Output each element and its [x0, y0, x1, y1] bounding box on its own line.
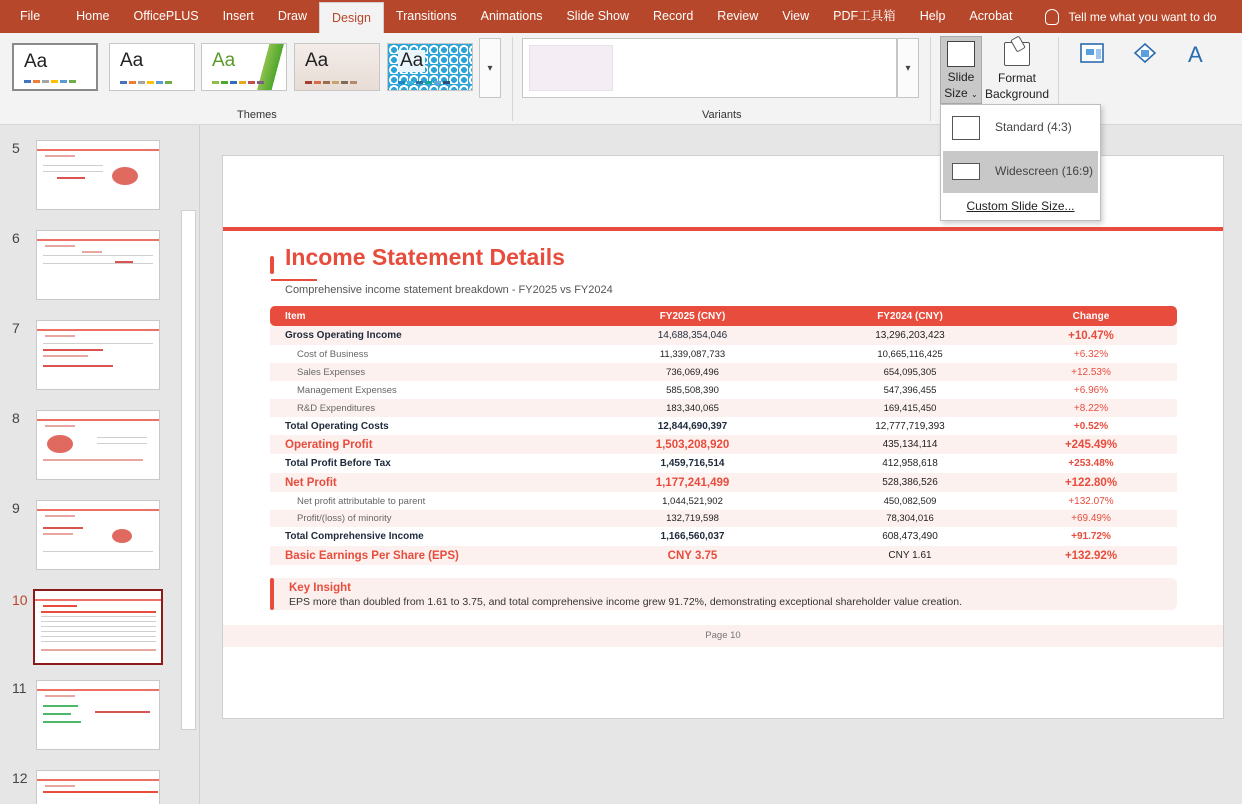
table-row	[270, 345, 1177, 363]
cell-item: Profit/(loss) of minority	[297, 513, 392, 524]
table-row	[270, 399, 1177, 417]
tab-view[interactable]: View	[782, 9, 810, 23]
cell-fy2024: 450,082,509	[883, 495, 937, 507]
cell-item: Total Comprehensive Income	[285, 531, 424, 542]
color-swatch	[221, 81, 228, 84]
color-swatch	[398, 81, 405, 84]
tab-insert[interactable]: Insert	[222, 9, 254, 23]
table-row	[270, 527, 1177, 546]
chevron-down-icon: ⌄	[970, 90, 978, 99]
tab-transitions[interactable]: Transitions	[395, 9, 457, 23]
cell-fy2024: 435,134,114	[882, 439, 938, 450]
cell-change: +122.80%	[1064, 476, 1118, 489]
cell-change: +69.49%	[1071, 513, 1111, 524]
cell-fy2025: 1,177,241,499	[655, 476, 730, 489]
title-accent-bar	[270, 256, 274, 274]
thumbnail-number: 7	[12, 320, 20, 336]
tab-design[interactable]: Design	[319, 2, 384, 33]
theme-swatches	[212, 81, 264, 84]
color-swatch	[129, 81, 136, 84]
table-header-change: Change	[1072, 310, 1110, 322]
thumbnail-row[interactable]	[0, 410, 180, 490]
table-header-row	[270, 306, 1177, 326]
color-swatch	[69, 80, 76, 83]
addin-image-icon[interactable]	[1130, 41, 1164, 69]
color-swatch	[24, 80, 31, 83]
color-swatch	[212, 81, 219, 84]
color-swatch	[341, 81, 348, 84]
cell-item: Management Expenses	[297, 384, 397, 396]
cell-fy2024: 12,777,719,393	[875, 420, 945, 432]
tab-animations[interactable]: Animations	[480, 9, 543, 23]
addin-font-icon[interactable]	[1184, 41, 1218, 69]
cell-item: R&D Expenditures	[297, 402, 376, 414]
lightbulb-icon	[1045, 9, 1059, 25]
thumbnail-row[interactable]	[0, 770, 180, 804]
cell-change: +253.48%	[1068, 458, 1114, 469]
table-row	[270, 381, 1177, 399]
cell-fy2024: 608,473,490	[882, 531, 938, 542]
theme-swatches	[24, 80, 76, 83]
menu-item-standard[interactable]	[943, 107, 1098, 149]
color-swatch	[42, 80, 49, 83]
table-header-fy2025: FY2025 (CNY)	[659, 310, 726, 322]
cell-fy2024: 78,304,016	[886, 513, 934, 524]
thumbnail-scrollbar[interactable]	[181, 210, 196, 730]
menu-item-widescreen[interactable]	[943, 151, 1098, 193]
cell-fy2025: 1,044,521,902	[662, 495, 723, 507]
tell-me-box[interactable]	[1025, 0, 1217, 33]
thumbnail-number: 12	[12, 770, 28, 786]
format-background-label-2: Background	[984, 87, 1050, 101]
theme-tile-ion[interactable]	[294, 43, 380, 91]
thumbnail-number: 8	[12, 410, 20, 426]
thumbnail-number: 5	[12, 140, 20, 156]
color-swatch	[120, 81, 127, 84]
cell-fy2024: 412,958,618	[882, 458, 938, 469]
thumbnail-row[interactable]	[0, 680, 180, 760]
theme-tile-office-theme[interactable]	[109, 43, 195, 91]
title-underline	[271, 279, 317, 281]
variant-placeholder[interactable]	[529, 45, 613, 91]
cell-change: +6.32%	[1073, 348, 1109, 360]
color-swatch	[350, 81, 357, 84]
color-swatch	[156, 81, 163, 84]
income-statement-table[interactable]	[270, 306, 1177, 565]
theme-tile-facet[interactable]	[201, 43, 287, 91]
color-swatch	[138, 81, 145, 84]
widescreen-ratio-icon	[952, 163, 980, 180]
cell-fy2025: CNY 3.75	[667, 549, 718, 562]
table-row	[270, 546, 1177, 565]
table-row	[270, 454, 1177, 473]
theme-tile-text: Aa	[24, 51, 48, 72]
tab-officeplus[interactable]: OfficePLUS	[133, 9, 199, 23]
cell-item: Total Profit Before Tax	[285, 458, 391, 469]
cell-fy2025: 14,688,354,046	[657, 330, 728, 341]
theme-tile-retrospect[interactable]	[387, 43, 473, 91]
cell-fy2024: 169,415,450	[883, 402, 937, 414]
color-swatch	[305, 81, 312, 84]
more-arrow-icon: ▾	[487, 62, 493, 74]
cell-change: +6.96%	[1073, 384, 1109, 396]
color-swatch	[165, 81, 172, 84]
more-arrow-icon: ▾	[905, 62, 911, 74]
page-number: Page 10	[705, 630, 741, 641]
tab-review[interactable]: Review	[717, 9, 759, 23]
insight-text: EPS more than doubled from 1.61 to 3.75, and total comprehensive income grew 91.72%, demonstrating exceptional shareholder value creation.	[289, 596, 962, 608]
format-background-icon	[1004, 42, 1030, 66]
thumbnail-row[interactable]	[0, 320, 180, 400]
theme-tile-text: Aa	[120, 50, 144, 71]
cell-fy2025: 1,459,716,514	[660, 458, 725, 469]
key-insight-box[interactable]	[270, 578, 1177, 610]
addin-layout-icon[interactable]	[1078, 41, 1112, 69]
theme-tile-office[interactable]	[12, 43, 98, 91]
cell-item: Net profit attributable to parent	[297, 495, 426, 507]
themes-group-label: Themes	[237, 109, 277, 121]
color-swatch	[147, 81, 154, 84]
cell-fy2025: 1,503,208,920	[655, 438, 730, 451]
color-swatch	[60, 80, 67, 83]
slide-thumbnail-active[interactable]	[33, 589, 163, 665]
color-swatch	[51, 80, 58, 83]
slide-subtitle[interactable]: Comprehensive income statement breakdown - FY2025 vs FY2024	[285, 284, 613, 296]
cell-change: +91.72%	[1071, 531, 1111, 542]
standard-ratio-icon	[952, 116, 980, 140]
cell-item: Cost of Business	[297, 348, 369, 360]
tab-record[interactable]: Record	[653, 9, 694, 23]
cell-fy2024: 547,396,455	[883, 384, 937, 396]
format-background-button[interactable]	[984, 36, 1050, 102]
cell-fy2025: 11,339,087,733	[659, 348, 726, 360]
color-swatch	[239, 81, 246, 84]
cell-fy2025: 1,166,560,037	[660, 531, 725, 542]
slide-header-line	[223, 227, 1223, 231]
cell-change: +0.52%	[1073, 420, 1109, 432]
table-row	[270, 435, 1177, 454]
slide-thumbnail[interactable]	[36, 230, 160, 300]
insight-accent-bar	[270, 578, 274, 610]
cell-fy2025: 736,069,496	[666, 366, 719, 378]
table-row	[270, 417, 1177, 435]
theme-swatches	[305, 81, 357, 84]
slide-size-label-2: Size ⌄	[944, 86, 978, 100]
table-row	[270, 510, 1177, 527]
slide-editor[interactable]	[222, 155, 1224, 719]
menu-item-label: Standard (4:3)	[995, 120, 1072, 134]
color-swatch	[230, 81, 237, 84]
cell-item: Basic Earnings Per Share (EPS)	[285, 549, 459, 562]
tab-draw[interactable]: Draw	[277, 9, 308, 23]
tab-help[interactable]: Help	[919, 9, 946, 23]
cell-change: +8.22%	[1073, 402, 1109, 414]
table-row	[270, 363, 1177, 381]
group-separator	[930, 37, 931, 121]
slide-thumbnail[interactable]	[36, 770, 160, 804]
slide-title[interactable]: Income Statement Details	[285, 244, 565, 270]
table-header-item: Item	[285, 310, 306, 322]
cell-fy2024: 528,386,526	[882, 477, 938, 488]
tab-acrobat[interactable]: Acrobat	[969, 9, 1013, 23]
cell-item: Operating Profit	[285, 438, 373, 451]
slide-thumbnail[interactable]	[36, 680, 160, 750]
cell-change: +10.47%	[1068, 329, 1114, 342]
format-background-label-1: Format	[997, 71, 1036, 85]
thumbnail-number: 6	[12, 230, 20, 246]
color-swatch	[332, 81, 339, 84]
table-row	[270, 473, 1177, 492]
thumbnail-row[interactable]	[0, 140, 180, 220]
tell-me-text: Tell me what you want to do	[1068, 9, 1217, 24]
table-body	[270, 326, 1177, 565]
ribbon-tab-bar	[0, 0, 1242, 33]
cell-fy2024: 654,095,305	[883, 366, 937, 378]
thumbnail-number: 9	[12, 500, 20, 516]
slide-thumbnail[interactable]	[36, 500, 160, 570]
color-swatch	[323, 81, 330, 84]
cell-fy2024: CNY 1.61	[888, 550, 932, 561]
slide-size-menu	[940, 104, 1101, 221]
variants-group-label: Variants	[702, 109, 742, 121]
themes-more-button[interactable]	[479, 38, 501, 98]
variants-gallery[interactable]	[522, 38, 897, 98]
color-swatch	[443, 81, 450, 84]
slide-thumbnails-panel	[0, 125, 200, 804]
cell-fy2025: 132,719,598	[666, 513, 719, 524]
cell-item: Net Profit	[285, 476, 337, 489]
tab-slide-show[interactable]: Slide Show	[566, 9, 629, 23]
color-swatch	[425, 81, 432, 84]
group-separator	[512, 37, 513, 121]
slide-thumbnail[interactable]	[36, 140, 160, 210]
color-swatch	[407, 81, 414, 84]
color-swatch	[33, 80, 40, 83]
cell-fy2025: 183,340,065	[666, 402, 719, 414]
color-swatch	[314, 81, 321, 84]
theme-tile-text: Aa	[212, 50, 236, 71]
cell-fy2024: 10,665,116,425	[877, 348, 943, 360]
table-row	[270, 326, 1177, 345]
color-swatch	[416, 81, 423, 84]
slide-thumbnail[interactable]	[36, 410, 160, 480]
svg-text:A: A	[1188, 42, 1203, 67]
cell-item: Sales Expenses	[297, 366, 366, 378]
cell-item: Total Operating Costs	[285, 420, 389, 432]
theme-tile-text: Aa	[305, 50, 329, 71]
tab-pdf-toolbox[interactable]: PDF工具箱	[833, 9, 896, 23]
cell-change: +132.07%	[1068, 495, 1114, 507]
insight-title: Key Insight	[289, 582, 351, 594]
theme-swatches	[398, 81, 450, 84]
thumbnail-row[interactable]	[0, 230, 180, 310]
slide-size-label-1: Slide	[947, 70, 975, 84]
thumbnail-row[interactable]	[0, 500, 180, 580]
slide-thumbnail[interactable]	[36, 320, 160, 390]
cell-item: Gross Operating Income	[285, 330, 402, 341]
color-swatch	[257, 81, 264, 84]
cell-fy2025: 12,844,690,397	[657, 420, 728, 432]
table-row	[270, 492, 1177, 510]
thumbnail-number: 11	[12, 680, 27, 696]
custom-slide-size-link[interactable]: Custom Slide Size...	[966, 199, 1075, 213]
menu-item-label: Widescreen (16:9)	[995, 164, 1094, 178]
table-header-fy2024: FY2024 (CNY)	[877, 310, 943, 322]
tab-file[interactable]: File	[20, 9, 41, 23]
thumbnail-number: 10	[12, 592, 28, 608]
cell-fy2024: 13,296,203,423	[875, 330, 945, 341]
tab-home[interactable]: Home	[76, 9, 110, 23]
color-swatch	[248, 81, 255, 84]
cell-change: +132.92%	[1064, 549, 1118, 562]
cell-change: +245.49%	[1064, 438, 1118, 451]
slide-size-icon	[947, 41, 975, 67]
variants-more-button[interactable]	[897, 38, 919, 98]
theme-swatches	[120, 81, 172, 84]
cell-fy2025: 585,508,390	[666, 384, 719, 396]
theme-tile-text: Aa	[400, 50, 424, 71]
slide-size-button[interactable]	[940, 36, 982, 104]
color-swatch	[434, 81, 441, 84]
thumbnail-row-active[interactable]	[0, 592, 180, 672]
cell-change: +12.53%	[1071, 366, 1111, 378]
